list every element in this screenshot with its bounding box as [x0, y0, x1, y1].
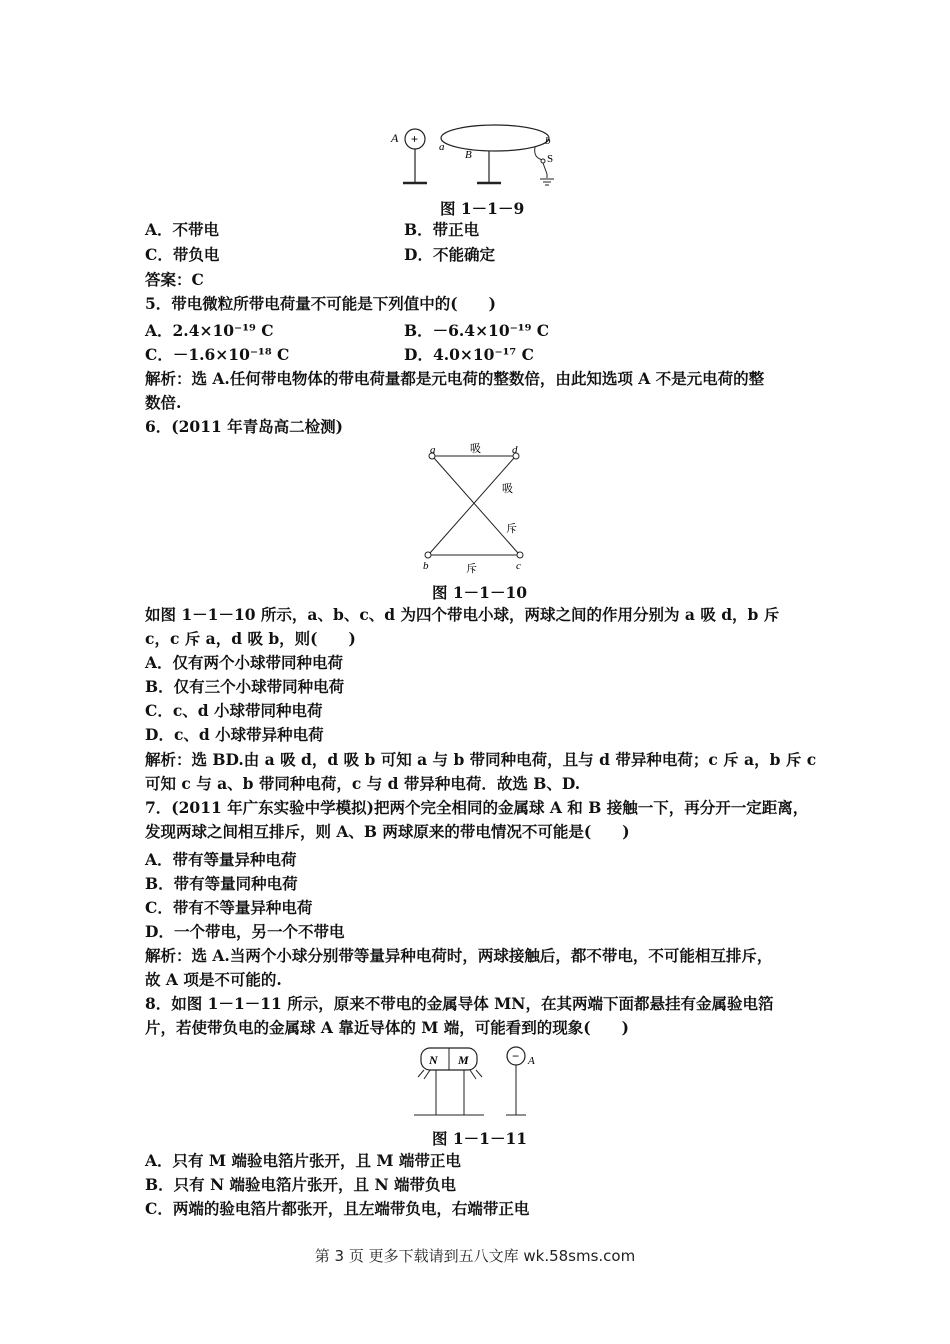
svg-text:M: M	[458, 1053, 469, 1067]
q6-option-d: D．c、d 小球带异种电荷	[145, 725, 324, 744]
fig10-caption: 图 1－1－10	[432, 583, 528, 602]
q6-option-a: A．仅有两个小球带同种电荷	[145, 653, 344, 672]
q8-stem-line2: 片，若使带负电的金属球 A 靠近导体的 M 端，可能看到的现象( )	[145, 1018, 629, 1037]
q4-answer: 答案：C	[145, 270, 204, 289]
q6-option-b: B．仅有三个小球带同种电荷	[145, 677, 345, 696]
svg-text:A: A	[528, 1055, 535, 1067]
svg-text:c: c	[516, 560, 521, 572]
svg-text:b: b	[545, 135, 551, 147]
svg-text:N: N	[429, 1053, 438, 1067]
q7-stem-line1: 7．(2011 年广东实验中学模拟)把两个完全相同的金属球 A 和 B 接触一下，再分开一定距离，	[145, 798, 809, 817]
svg-text:吸: 吸	[470, 442, 481, 455]
svg-text:斥: 斥	[506, 522, 517, 535]
figure-1-1-10	[420, 440, 532, 575]
svg-text:B: B	[465, 149, 472, 161]
q7-analysis-line1: 解析：选 A.当两个小球分别带等量异种电荷时，两球接触后，都不带电，不可能相互排斥，	[145, 946, 773, 965]
q4-option-b: B．带正电	[404, 220, 480, 239]
fig9-conductor-ellipse	[441, 125, 549, 151]
svg-text:b: b	[423, 560, 429, 572]
svg-text:−: −	[512, 1049, 520, 1063]
figure-1-1-11	[410, 1043, 550, 1119]
q5-option-b: B．－6.4×10⁻¹⁹ C	[404, 321, 550, 340]
q5-analysis-line2: 数倍.	[145, 393, 182, 412]
q7-stem-line2: 发现两球之间相互排斥，则 A、B 两球原来的带电情况不可能是( )	[145, 822, 630, 841]
q6-analysis-line2: 可知 c 与 a、b 带同种电荷，c 与 d 带异种电荷．故选 B、D.	[145, 774, 581, 793]
q5-option-c: C．－1.6×10⁻¹⁸ C	[145, 345, 290, 364]
q7-option-a: A．带有等量异种电荷	[145, 850, 297, 869]
q6-analysis-line1: 解析：选 BD.由 a 吸 d，d 吸 b 可知 a 与 b 带同种电荷，且与 d 带异种电荷；c 斥 a，b 斥 c	[145, 750, 817, 769]
svg-text:a: a	[430, 444, 436, 456]
fig9-caption: 图 1－1－9	[440, 199, 525, 218]
q6-text-line1: 如图 1－1－10 所示，a、b、c、d 为四个带电小球，两球之间的作用分别为 a 吸 d，b 斥	[145, 605, 780, 624]
q7-option-d: D．一个带电，另一个不带电	[145, 922, 345, 941]
q6-stem: 6．(2011 年青岛高二检测)	[145, 417, 343, 436]
q4-option-a: A．不带电	[145, 220, 220, 239]
q8-option-a: A．只有 M 端验电箔片张开，且 M 端带正电	[145, 1151, 461, 1170]
svg-text:d: d	[512, 444, 518, 456]
q8-stem-line1: 8．如图 1－1－11 所示，原来不带电的金属导体 MN，在其两端下面都悬挂有金属验电箔	[145, 994, 774, 1013]
q8-option-c: C．两端的验电箔片都张开，且左端带负电，右端带正电	[145, 1199, 530, 1218]
fig9-label-A: A	[391, 131, 399, 145]
q7-option-b: B．带有等量同种电荷	[145, 874, 298, 893]
figure-1-1-9	[385, 122, 565, 190]
q5-option-a: A．2.4×10⁻¹⁹ C	[145, 321, 274, 340]
svg-text:a: a	[439, 141, 445, 153]
q6-text-line2: c，c 斥 a，d 吸 b，则( )	[145, 629, 356, 648]
page-footer: 第 3 页 更多下载请到五八文库 wk.58sms.com	[314, 1247, 636, 1265]
q4-option-d: D．不能确定	[404, 245, 495, 264]
q5-option-d: D．4.0×10⁻¹⁷ C	[404, 345, 534, 364]
q6-option-c: C．c、d 小球带同种电荷	[145, 701, 323, 720]
fig9-plus-sign: +	[411, 132, 419, 146]
q7-analysis-line2: 故 A 项是不可能的.	[145, 970, 282, 989]
svg-text:S: S	[547, 153, 554, 165]
svg-text:斥: 斥	[466, 562, 477, 575]
q4-option-c: C．带负电	[145, 245, 220, 264]
fig11-caption: 图 1－1－11	[432, 1129, 528, 1148]
q5-analysis-line1: 解析：选 A.任何带电物体的带电荷量都是元电荷的整数倍，由此知选项 A 不是元电荷的整	[145, 369, 765, 388]
q5-stem: 5．带电微粒所带电荷量不可能是下列值中的( )	[145, 294, 496, 313]
q8-option-b: B．只有 N 端验电箔片张开，且 N 端带负电	[145, 1175, 457, 1194]
q7-option-c: C．带有不等量异种电荷	[145, 898, 313, 917]
svg-text:吸: 吸	[502, 482, 513, 495]
